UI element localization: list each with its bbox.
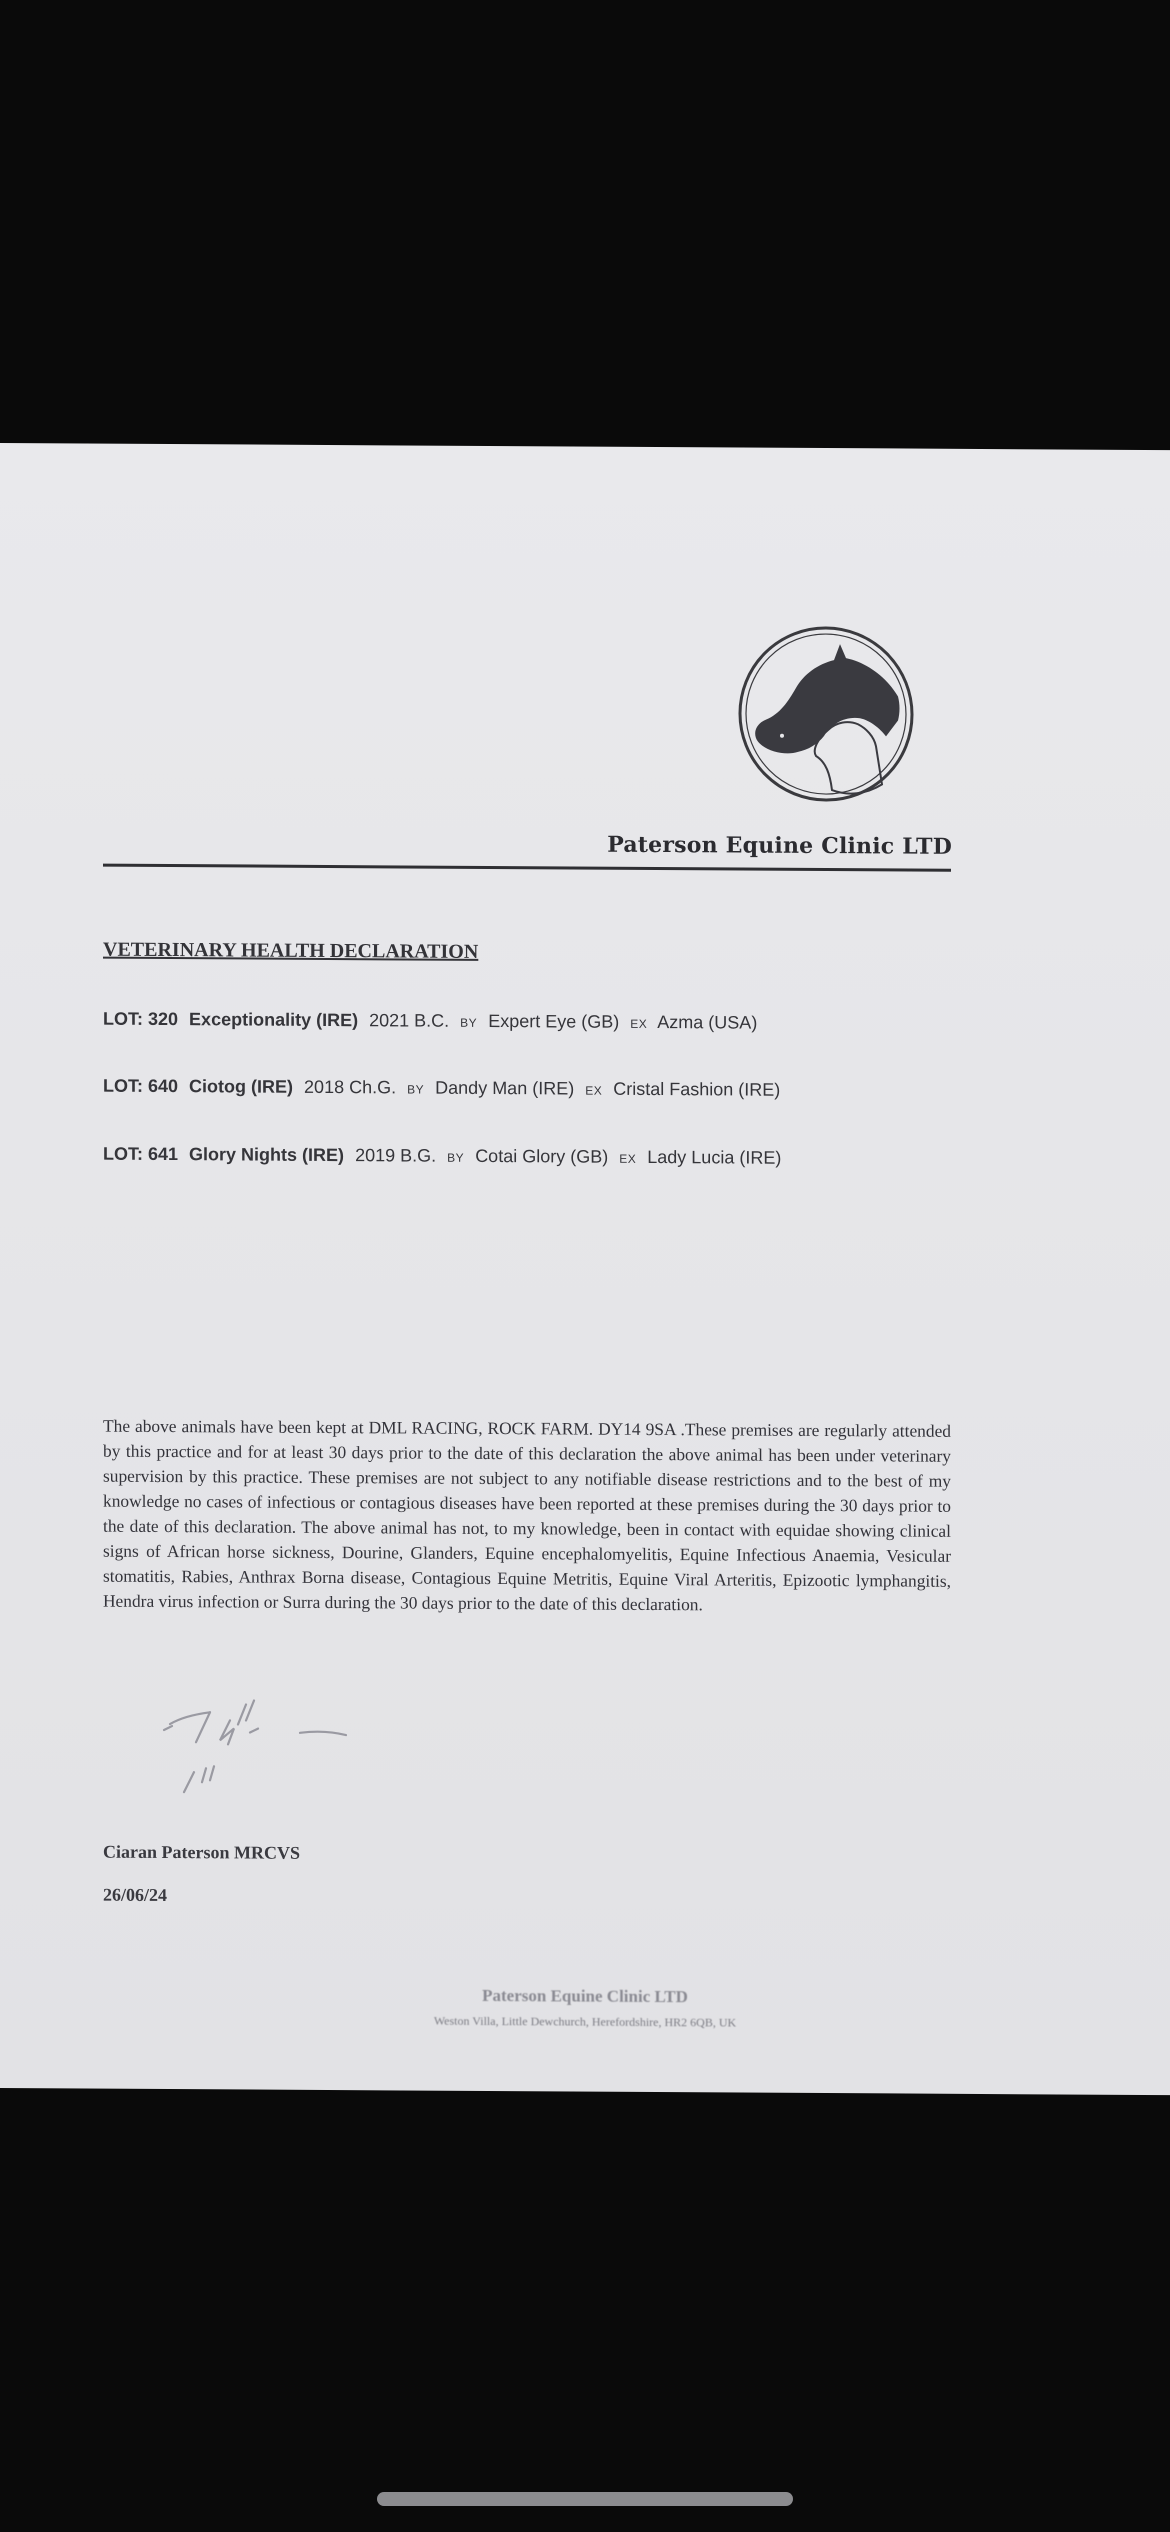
by-label: BY: [407, 1082, 425, 1097]
lot-line: [103, 1076, 786, 1101]
lot-number: LOT: 640: [103, 1075, 179, 1097]
lot-line: [103, 1144, 787, 1169]
handwritten-signature-icon: [150, 1684, 450, 1806]
horse-details: 2019 B.G.: [355, 1145, 437, 1166]
horse-name: Ciotog (IRE): [189, 1076, 294, 1097]
horse-details: 2021 B.C.: [369, 1010, 450, 1031]
clinic-name: Paterson Equine Clinic LTD: [607, 831, 952, 860]
sire-name: Expert Eye (GB): [488, 1010, 620, 1032]
sire-name: Cotai Glory (GB): [475, 1145, 609, 1167]
ex-label: EX: [619, 1151, 637, 1166]
signer-name: Ciaran Paterson MRCVS: [103, 1841, 300, 1863]
document-page: [0, 443, 1170, 2095]
horse-head-logo-icon: [736, 623, 916, 804]
ex-label: EX: [585, 1083, 603, 1098]
header-divider: [103, 864, 951, 872]
lot-number: LOT: 320: [103, 1008, 179, 1030]
sire-name: Dandy Man (IRE): [435, 1077, 575, 1099]
lot-line: [103, 1009, 763, 1034]
horse-name: Glory Nights (IRE): [189, 1144, 345, 1166]
dam-name: Lady Lucia (IRE): [647, 1146, 782, 1168]
signature-date: 26/06/24: [103, 1884, 168, 1906]
horse-details: 2018 Ch.G.: [304, 1076, 397, 1098]
by-label: BY: [447, 1150, 465, 1165]
ex-label: EX: [630, 1016, 648, 1031]
declaration-paragraph: The above animals have been kept at DML RACING, ROCK FARM. DY14 9SA .These premises are regularly attended by this practice and for at least 30 days prior to the date of this declaration the above animal has been under veterinary supervision by this practice. These premises are not subject to any notifiable disease restrictions and to the best of my knowledge no cases of infectious or contagious diseases have been reported at these premises during the 30 days prior to the date of this declaration. The above animal has not, to my knowledge, been in contact with equidae showing clinical signs of African horse sickness, Dourine, Glanders, Equine encephalomyelitis, Equine Infectious Anaemia, Vesicular stomatitis, Rabies, Anthrax Borna disease, Contagious Equine Metritis, Equine Viral Arteritis, Epizootic lymphangitis, Hendra virus infection or Surra during the 30 days prior to the date of this declaration.: [103, 1415, 951, 1615]
footer-clinic-name: Paterson Equine Clinic LTD: [482, 1985, 688, 2007]
horse-name: Exceptionality (IRE): [189, 1009, 359, 1031]
lot-number: LOT: 641: [103, 1143, 179, 1165]
home-indicator[interactable]: [377, 2492, 793, 2506]
dam-name: Cristal Fashion (IRE): [613, 1078, 781, 1100]
document-title: VETERINARY HEALTH DECLARATION: [103, 938, 479, 963]
by-label: BY: [460, 1015, 478, 1030]
footer-address: Weston Villa, Little Dewchurch, Herefordshire, HR2 6QB, UK: [433, 2013, 737, 2030]
dam-name: Azma (USA): [657, 1012, 758, 1033]
